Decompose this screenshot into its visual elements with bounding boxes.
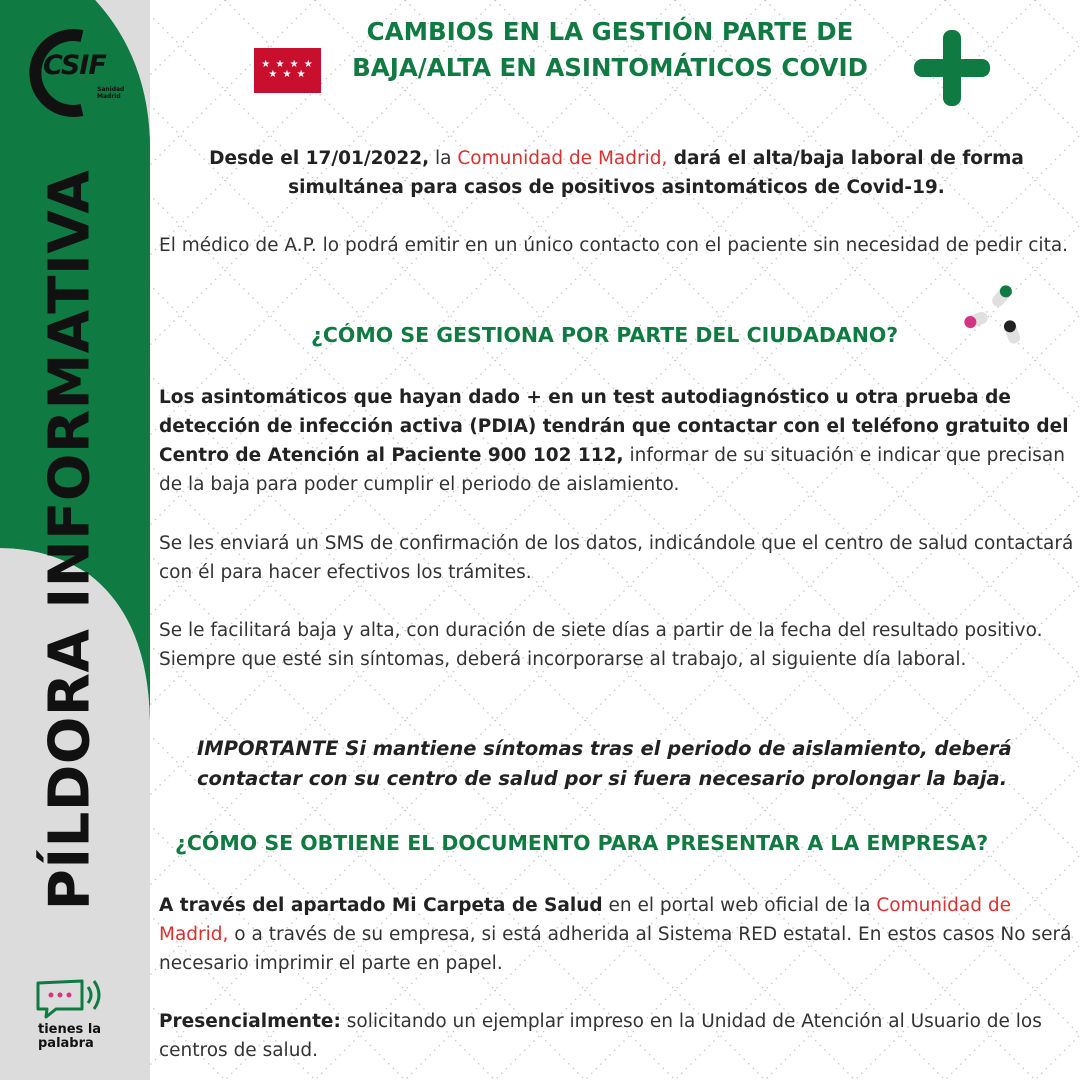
asintomaticos-plain: informar de su situación e indicar que precisan de la baja para poder cumplir el periodo de aislamiento. (159, 445, 1065, 495)
logo-subtitle (97, 86, 124, 100)
presencial-bold: Presencialmente: (159, 1011, 341, 1032)
carpeta-plain2: o a través de su empresa, si está adherida al Sistema RED estatal. En estos casos No será necesario imprimir el parte en papel. (159, 924, 1072, 974)
page-title (330, 14, 890, 86)
intro-region: Comunidad de Madrid, (457, 148, 668, 169)
intro-paragraph (159, 144, 1074, 202)
important-note: IMPORTANTE Si mantiene síntomas tras el periodo de aislamiento, deberá contactar con su centro de salud por si fuera necesario prolongar la baja. (197, 737, 1012, 790)
paragraph-doctor: El médico de A.P. lo podrá emitir en un único contacto con el paciente sin necesidad de pedir cita. (159, 235, 1069, 256)
vertical-title: PÍLDORA INFORMATIVA (37, 169, 103, 911)
flag-stars: ★ ★ ★ ★ ★ ★ ★ (261, 59, 314, 80)
paragraph-carpeta (159, 891, 1074, 978)
tienes-la-palabra-logo (34, 975, 114, 1051)
paragraph-baja-alta: Se le facilitará baja y alta, con duración de siete días a partir de la fecha del resultado positivo. Siempre que esté sin síntomas, deberá incorporarse al trabajo, al siguiente día laboral. (159, 620, 1043, 670)
carpeta-region: Comunidad de Madrid, (159, 895, 1012, 945)
logo-sub-line2: Madrid (97, 93, 121, 100)
title-line2: BAJA/ALTA EN ASINTOMÁTICOS COVID (352, 53, 868, 82)
pills-icon (960, 280, 1030, 350)
bottom-logo-line2: palabra (38, 1036, 94, 1051)
bottom-logo-text (38, 1023, 101, 1051)
intro-statement: dará el alta/baja laboral de forma simultánea para casos de positivos asintomáticos de Covid-19. (288, 148, 1024, 198)
madrid-flag (254, 48, 321, 93)
carpeta-bold: A través del apartado Mi Carpeta de Salud (159, 895, 603, 916)
intro-plain: la (429, 148, 458, 169)
speech-bubble-icon (34, 975, 114, 1021)
heading-documento: ¿CÓMO SE OBTIENE EL DOCUMENTO PARA PRESENTAR A LA EMPRESA? (175, 831, 989, 855)
paragraph-sms: Se les enviará un SMS de confirmación de los datos, indicándole que el centro de salud contactará con él para hacer efectivos los trámites. (159, 533, 1074, 583)
plus-icon (912, 28, 992, 108)
presencial-plain: solicitando un ejemplar impreso en la Unidad de Atención al Usuario de los centros de salud. (159, 1011, 1042, 1061)
bottom-logo-line1: tienes la (38, 1022, 102, 1037)
title-line1: CAMBIOS EN LA GESTIÓN PARTE DE (366, 17, 854, 46)
intro-date: Desde el 17/01/2022, (209, 148, 430, 169)
paragraph-asintomaticos (159, 383, 1074, 499)
sidebar (0, 0, 150, 1080)
logo-text: CSIF (43, 50, 106, 81)
logo-sub-line1: Sanidad (97, 86, 125, 93)
heading-ciudadano: ¿CÓMO SE GESTIONA POR PARTE DEL CIUDADANO? (311, 323, 899, 347)
paragraph-presencial (159, 1007, 1074, 1065)
asintomaticos-bold: Los asintomáticos que hayan dado + en un test autodiagnóstico u otra prueba de detección de infección activa (PDIA) tendrán que contactar con el teléfono gratuito del Centro de Atención al Paciente 900 102 112, (159, 387, 1069, 466)
carpeta-plain1: en el portal web oficial de la (602, 895, 877, 916)
